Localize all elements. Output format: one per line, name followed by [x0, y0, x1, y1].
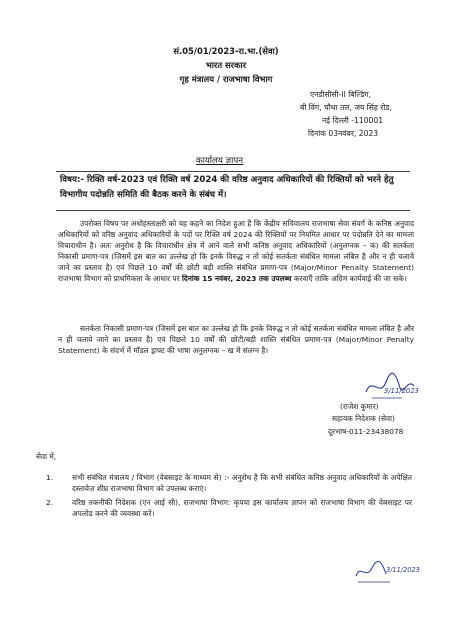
government-name: भारत सरकार — [205, 60, 247, 70]
signatory-phone: दूरभाष-011-23438078 — [328, 427, 404, 436]
address-line-1: एनडीसीसी-II बिल्डिंग, — [310, 90, 372, 99]
paragraph-1 — [58, 218, 414, 285]
address-line-2: बी विंग, चौथा तल, जय सिंह रोड, — [300, 103, 392, 112]
subject-label: विषय:- — [60, 175, 84, 185]
address-line-3: नई दिल्ली -110001 — [322, 116, 384, 125]
distribution-item-1-text: सभी संबंधित मंत्रालय / विभाग (वेबसाइट के माध्यम से) :- अनुरोध है कि सभी संबंधित कनिष्ठ अनुवाद अधिकारियों के अपेक्षित दस्तावेज़ शीघ्र राजभाषा विभाग को उपलब्ध कराएं। — [72, 473, 412, 494]
bottom-signature-date: 3/11/2023 — [386, 566, 420, 574]
date-line: दिनांक 03नवंबर, 2023 — [308, 129, 379, 138]
signature-date: 3/11/2023 — [384, 387, 419, 395]
signatory-designation: सहायक निदेशक (सेवा) — [332, 414, 395, 423]
paragraph-1-text: उपरोक्त विषय पर अधोहस्ताक्षरी को यह कहने का निदेश हुआ है कि केंद्रीय सचिवालय राजभाषा सेवा संवर्ग के कनिष्ठ अनुवाद अधिकारियों को वरिष्ठ अनुवाद अधिकारियों के पदों पर रिक्ति वर्ष 2024 की रिक्तियों पर नियमित आधार पर पदोन्नति देने का मामला विचाराधीन है। अतः अनुरोध है कि विचाराधीन क्षेत्र में आने वाले सभी कनिष्ठ अनुवाद अधिकारियों (अनुलग्नक – क) की सतर्कता निकासी प्रमाण-पत्र (जिसमें इस बात का उल्लेख हो कि इनके विरुद्ध न तो कोई सतर्कता संबंधित मामला लंबित है और न ही चलाये जाने का प्रस्ताव है) एवं पिछले 10 वर्षों की छोटी बड़ी शास्ति संबंधित प्रमाण-पत्र (Major/Minor Penalty Statement) राजभाषा विभाग को प्राथमिकता के आधार पर — [58, 219, 414, 284]
distribution-item-2-number: 2. — [46, 498, 54, 507]
ministry-name: गृह मंत्रालय / राजभाषा विभाग — [179, 74, 273, 84]
distribution-item-2-text: वरिष्ठ तकनीकी निदेशक (एन आई सी), राजभाषा विभाग: कृपया इस कार्यालय ज्ञापन को राजभाषा विभाग की वेबसाइट पर अपलोड करने की व्यवस्था करें। — [72, 498, 412, 519]
signatory-name: (राजेश कुमार) — [340, 402, 379, 411]
deadline-text: दिनांक 15 नवंबर, 2023 तक उपलब्ध — [181, 274, 292, 284]
document-title: कार्यालय ज्ञापन — [196, 156, 243, 166]
distribution-item-1-number: 1. — [46, 473, 54, 482]
distribution-heading: सेवा में, — [36, 452, 57, 461]
paragraph-2: सतर्कता निकासी प्रमाण-पत्र (जिसमें इस बात का उल्लेख हो कि इनके विरुद्ध न तो कोई सतर्कता संबंधित मामला लंबित है और न ही चलाये जाने का प्रस्ताव है) एवं पिछले 10 वर्षों की छोटी/बड़ी शास्ति संबंधित प्रमाण-पत्र (Major/Minor Penalty Statement) के संदर्भ में मॉडल ड्राफ्ट की भाषा अनुलग्नक – ख में संलग्न है। — [58, 324, 414, 356]
subject — [60, 173, 410, 202]
file-number: सं.05/01/2023-रा.भा.(सेवा) — [173, 46, 279, 56]
paragraph-1-closing: करवाएँ ताकि अग्रिम कार्यवाई की जा सके। — [293, 274, 407, 284]
subject-text: रिक्ति वर्ष-2023 एवं रिक्ति वर्ष 2024 की वरिष्ठ अनुवाद अधिकारियों की रिक्तियों को भरने हेतु विभागीय पदोन्नति समिति की बैठक करने के संबंध में। — [60, 175, 394, 200]
